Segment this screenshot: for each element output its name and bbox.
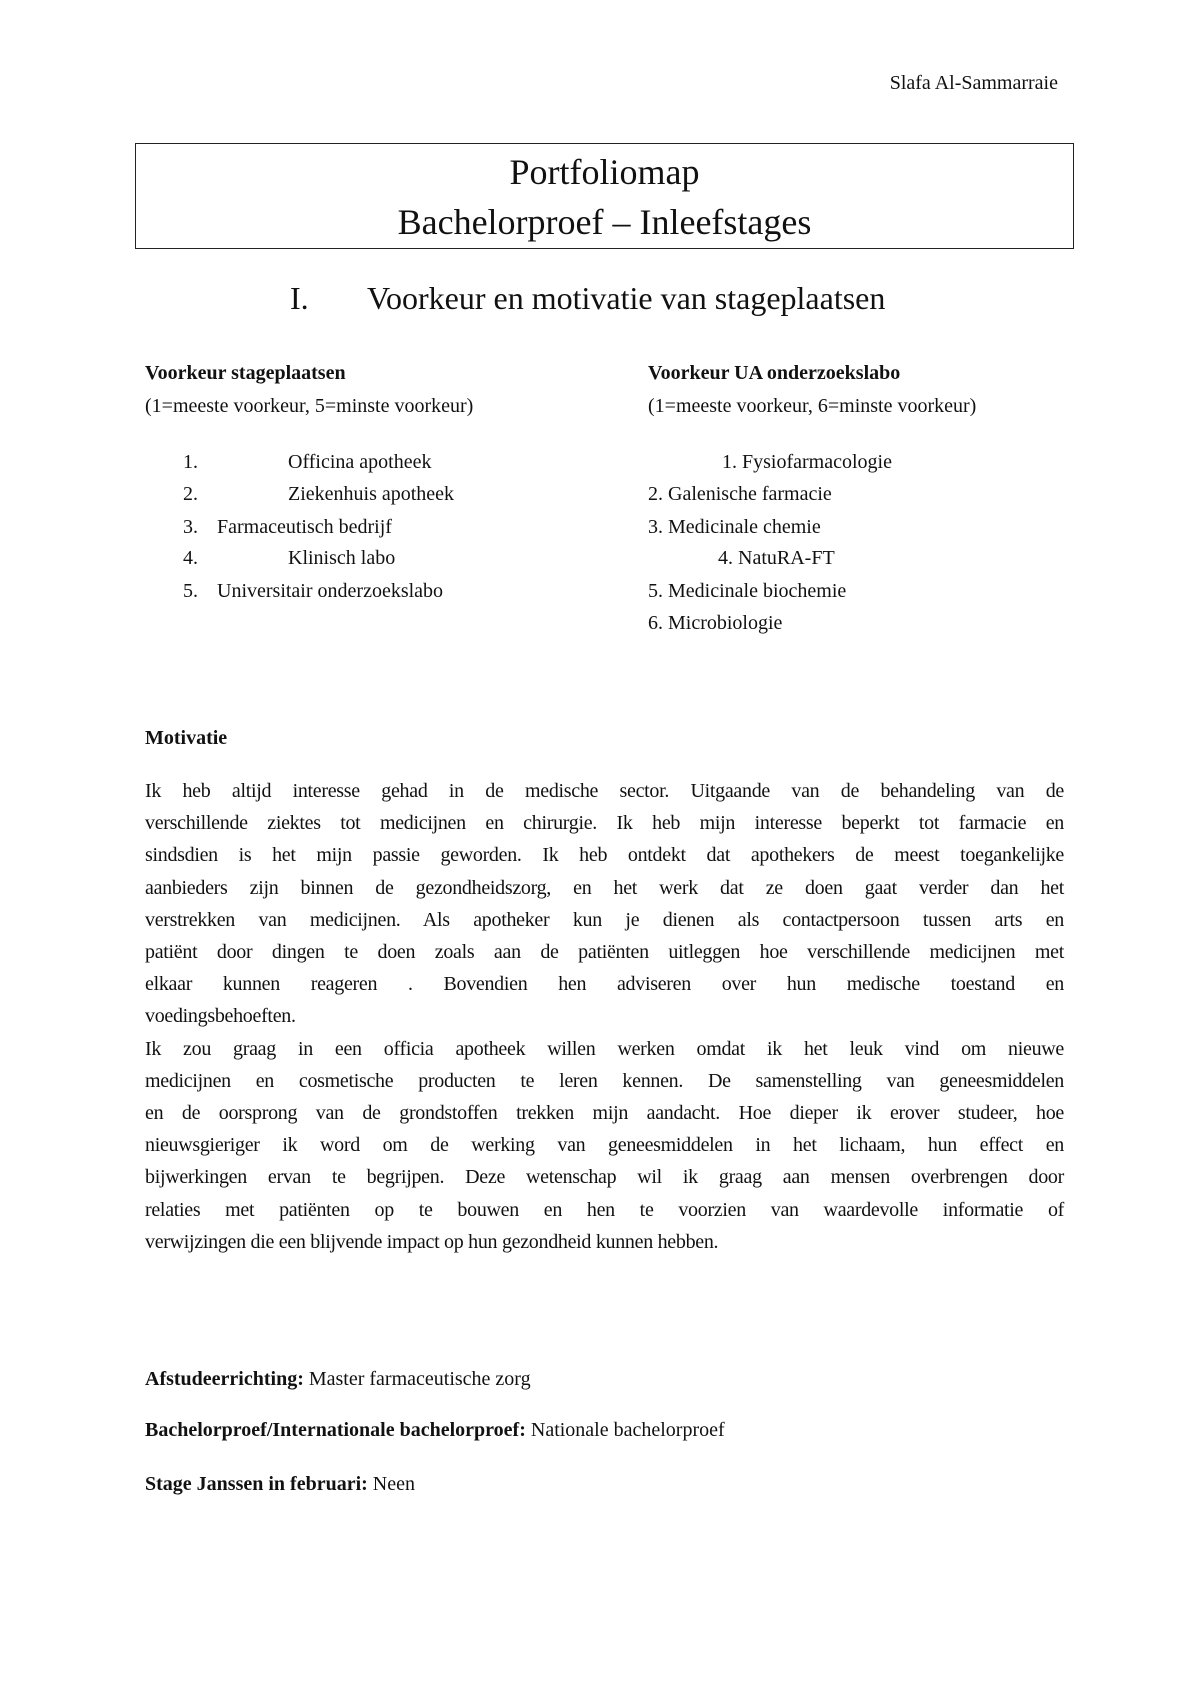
paragraph-line: Ik heb altijd interesse gehad in de medische sector. Uitgaande van de behandeling van de xyxy=(145,780,1064,802)
paragraph-line: Ik zou graag in een officia apotheek willen werken omdat ik het leuk vind om nieuwe xyxy=(145,1037,1064,1060)
left-col-heading: Voorkeur stageplaatsen xyxy=(145,362,346,384)
header-author: Slafa Al-Sammarraie xyxy=(889,72,1058,94)
paragraph-line: verstrekken van medicijnen. Als apotheker kun je dienen als contactpersoon tussen arts en xyxy=(145,908,1064,931)
paragraph-line: patiënt door dingen te doen zoals aan de patiënten uitleggen hoe verschillende medicijnen met xyxy=(145,941,1064,964)
list-number: 1. xyxy=(183,451,198,473)
field-bachelorproef xyxy=(145,1419,725,1442)
list-number: 2. xyxy=(183,483,198,505)
list-item: 3. Medicinale chemie xyxy=(648,516,821,538)
paragraph-line: sindsdien is het mijn passie geworden. Ik heb ontdekt dat apothekers de meest toegankelijke xyxy=(145,844,1064,867)
title-box xyxy=(135,143,1074,249)
motivation-heading: Motivatie xyxy=(145,727,228,749)
paragraph-line: verschillende ziektes tot medicijnen en chirurgie. Ik heb mijn interesse beperkt tot farmacie en xyxy=(145,812,1064,835)
list-item: 2. Galenische farmacie xyxy=(648,483,832,505)
list-item: Ziekenhuis apotheek xyxy=(288,483,455,505)
section-title: Voorkeur en motivatie van stageplaatsen xyxy=(367,280,886,316)
field-value: Neen xyxy=(367,1473,415,1495)
field-label: Afstudeerrichting: xyxy=(145,1368,304,1390)
list-item: Farmaceutisch bedrijf xyxy=(217,516,392,538)
list-item: 1. Fysiofarmacologie xyxy=(722,451,892,473)
list-item: 6. Microbiologie xyxy=(648,612,783,634)
paragraph-line: aanbieders zijn binnen de gezondheidszorg, en het werk dat ze doen gaat verder dan het xyxy=(145,876,1064,899)
field-stage-janssen xyxy=(145,1473,415,1496)
list-item: Universitair onderzoekslabo xyxy=(217,580,444,602)
list-number: 4. xyxy=(183,547,198,569)
right-col-heading: Voorkeur UA onderzoekslabo xyxy=(648,362,901,384)
list-number: 5. xyxy=(183,580,198,602)
field-label: Bachelorproef/Internationale bachelorproef: xyxy=(145,1419,526,1441)
paragraph-line: elkaar kunnen reageren . Bovendien hen adviseren over hun medische toestand en xyxy=(145,973,1064,996)
title-line-1: Portfoliomap xyxy=(509,152,700,192)
field-value: Master farmaceutische zorg xyxy=(303,1368,531,1390)
paragraph-line: verwijzingen die een blijvende impact op hun gezondheid kunnen hebben. xyxy=(145,1230,719,1253)
paragraph-line: nieuwsgieriger ik word om de werking van geneesmiddelen in het lichaam, hun effect en xyxy=(145,1134,1064,1157)
section-number: I. xyxy=(290,280,309,316)
motivation-paragraph xyxy=(145,775,1064,1258)
list-item: Klinisch labo xyxy=(288,547,396,569)
list-item: 4. NatuRA-FT xyxy=(718,547,835,569)
list-item: 5. Medicinale biochemie xyxy=(648,580,847,602)
list-item: Officina apotheek xyxy=(288,451,432,473)
field-label: Stage Janssen in februari: xyxy=(145,1473,368,1495)
paragraph-line: medicijnen en cosmetische producten te leren kennen. De samenstelling van geneesmiddelen xyxy=(145,1069,1064,1092)
paragraph-line: en de oorsprong van de grondstoffen trekken mijn aandacht. Hoe dieper ik erover studeer, hoe xyxy=(145,1102,1064,1125)
right-col-scale: (1=meeste voorkeur, 6=minste voorkeur) xyxy=(648,395,977,417)
field-afstudeerrichting xyxy=(145,1368,531,1391)
list-number: 3. xyxy=(183,516,198,538)
paragraph-line: voedingsbehoeften. xyxy=(145,1005,296,1028)
paragraph-line: bijwerkingen ervan te begrijpen. Deze wetenschap wil ik graag aan mensen overbrengen door xyxy=(145,1166,1064,1189)
paragraph-line: relaties met patiënten op te bouwen en hen te voorzien van waardevolle informatie of xyxy=(145,1198,1064,1221)
left-col-scale: (1=meeste voorkeur, 5=minste voorkeur) xyxy=(145,395,474,417)
title-line-2: Bachelorproef – Inleefstages xyxy=(397,202,812,242)
field-value: Nationale bachelorproef xyxy=(525,1419,725,1441)
